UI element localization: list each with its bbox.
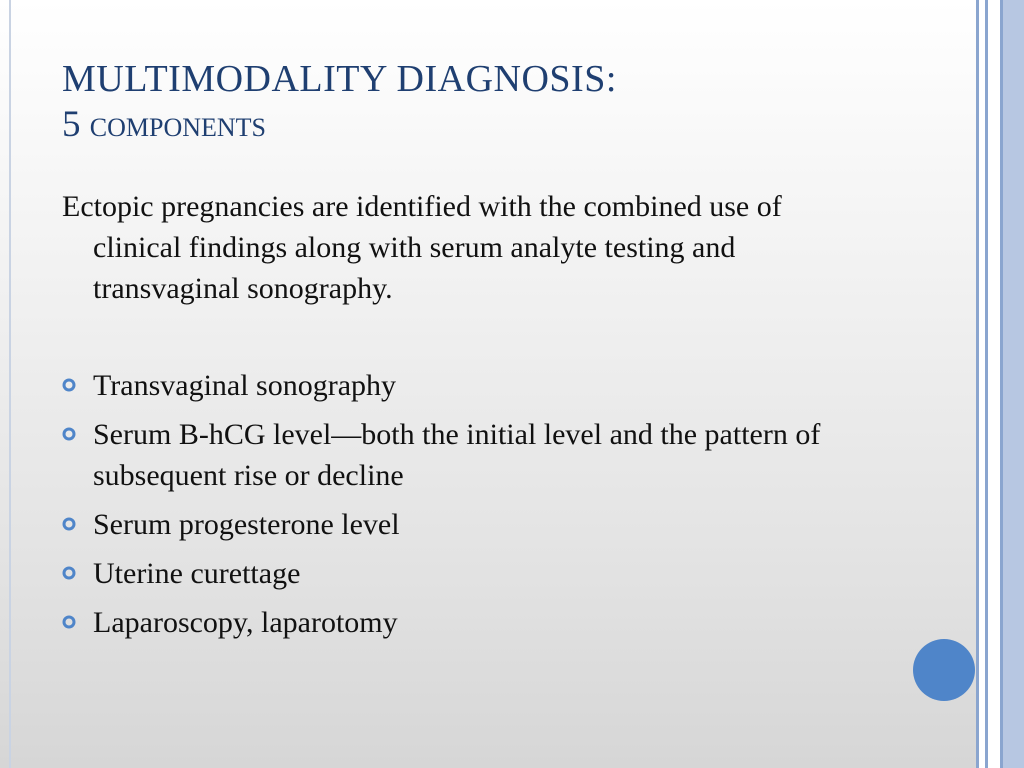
bullet-text: Serum progesterone level [93, 508, 400, 541]
intro-paragraph: Ectopic pregnancies are identified with the combined use of clinical findings along with serum analyte testing and transvaginal sonography. [62, 190, 782, 305]
list-item [62, 553, 862, 594]
bullet-list [62, 365, 862, 643]
ring-bullet-icon [62, 378, 76, 392]
bullet-text: Uterine curettage [93, 557, 301, 590]
list-item [62, 365, 862, 406]
ring-bullet-icon [62, 517, 76, 531]
left-frame-line [9, 0, 11, 768]
right-stripe [988, 0, 1000, 768]
slide-title [62, 56, 942, 148]
slide-body [62, 186, 862, 651]
right-stripe [1003, 0, 1024, 768]
title-line-1: MULTIMODALITY DIAGNOSIS: [62, 58, 617, 100]
circle-decoration [913, 639, 975, 701]
bullet-text: Transvaginal sonography [93, 369, 397, 402]
list-item [62, 504, 862, 545]
bullet-text: Serum B-hCG level—both the initial level and the pattern of subsequent rise or decline [93, 418, 821, 492]
title-line-2: 5 components [62, 104, 266, 145]
ring-bullet-icon [62, 566, 76, 580]
list-item [62, 414, 862, 496]
bullet-text: Laparoscopy, laparotomy [93, 606, 398, 639]
ring-bullet-icon [62, 427, 76, 441]
ring-bullet-icon [62, 615, 76, 629]
list-item [62, 602, 862, 643]
